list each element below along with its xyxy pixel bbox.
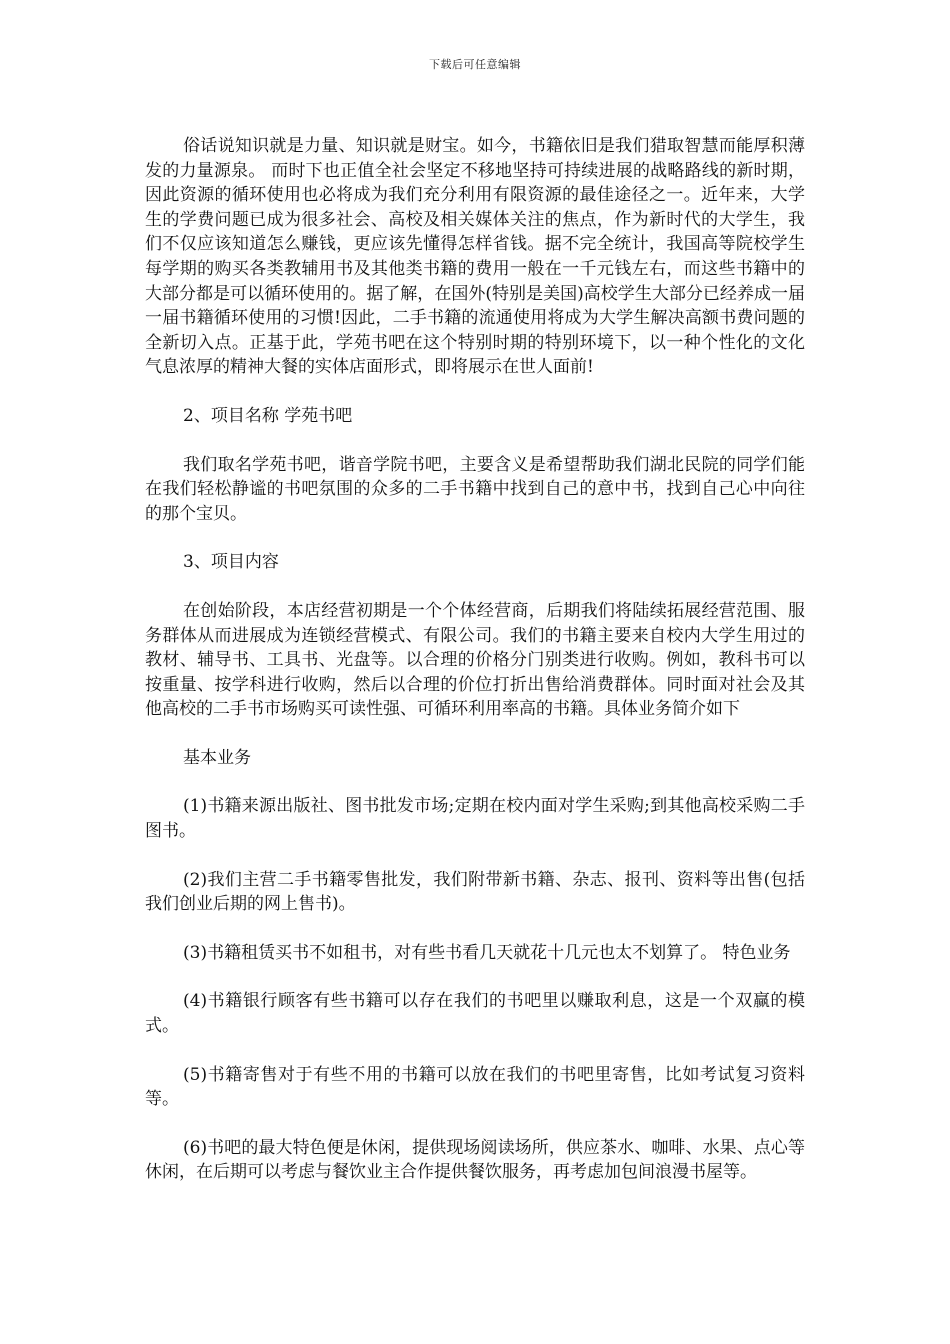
business-item-2: (2)我们主营二手书籍零售批发，我们附带新书籍、杂志、报刊、资料等出售(包括我们创业后期的网上售书)。 (145, 869, 805, 915)
intro-paragraph: 俗话说知识就是力量、知识就是财宝。如今，书籍依旧是我们猎取智慧而能厚积薄发的力量源泉。 而时下也正值全社会坚定不移地坚持可持续进展的战略路线的新时期，因此资源的循环使用也必将成为我们充分利用有限资源的最佳途径之一。近年来，大学生的学费问题已成为很多社会、高校及相关媒体关注的焦点，作为新时代的大学生，我们不仅应该知道怎么赚钱，更应该先懂得怎样省钱。据不完全统计，我国高等院校学生每学期的购买各类教辅用书及其他类书籍的费用一般在一千元钱左右，而这些书籍中的大部分都是可以循环使用的。据了解，在国外(特别是美国)高校学生大部分已经养成一届一届书籍循环使用的习惯!因此，二手书籍的流通使用将成为大学生解决高额书费问题的全新切入点。正基于此，学苑书吧在这个特别时期的特别环境下，以一种个性化的文化气息浓厚的精神大餐的实体店面形式，即将展示在世人面前! (145, 136, 805, 378)
business-item-1: (1)书籍来源出版社、图书批发市场;定期在校内面对学生采购;到其他高校采购二手图书。 (145, 796, 805, 842)
business-item-4: (4)书籍银行顾客有些书籍可以存在我们的书吧里以赚取利息，这是一个双赢的模式。 (145, 991, 805, 1037)
business-item-6: (6)书吧的最大特色便是休闲，提供现场阅读场所，供应茶水、咖啡、水果、点心等休闲，在后期可以考虑与餐饮业主合作提供餐饮服务，再考虑加包间浪漫书屋等。 (145, 1137, 805, 1183)
business-item-5: (5)书籍寄售对于有些不用的书籍可以放在我们的书吧里寄售，比如考试复习资料等。 (145, 1064, 805, 1110)
section-heading-basic-business: 基本业务 (183, 747, 251, 768)
project-name-paragraph: 我们取名学苑书吧，谐音学院书吧，主要含义是希望帮助我们湖北民院的同学们能在我们轻松静谧的书吧氛围的众多的二手书籍中找到自己的意中书，找到自己心中向往的那个宝贝。 (145, 454, 805, 524)
section-heading-project-name: 2、项目名称 学苑书吧 (183, 405, 353, 426)
business-item-3: (3)书籍租赁买书不如租书，对有些书看几天就花十几元也太不划算了。 特色业务 (183, 942, 791, 963)
project-content-paragraph: 在创始阶段，本店经营初期是一个个体经营商，后期我们将陆续拓展经营范围、服务群体从而进展成为连锁经营模式、有限公司。我们的书籍主要来自校内大学生用过的教材、辅导书、工具书、光盘等。以合理的价格分门别类进行收购。例如，教科书可以按重量、按学科进行收购，然后以合理的价位打折出售给消费群体。同时面对社会及其他高校的二手书市场购买可读性强、可循环利用率高的书籍。具体业务简介如下 (145, 600, 805, 720)
section-heading-project-content: 3、项目内容 (183, 552, 279, 573)
document-body (145, 134, 805, 1209)
page-header: 下载后可任意编辑 (429, 58, 521, 71)
